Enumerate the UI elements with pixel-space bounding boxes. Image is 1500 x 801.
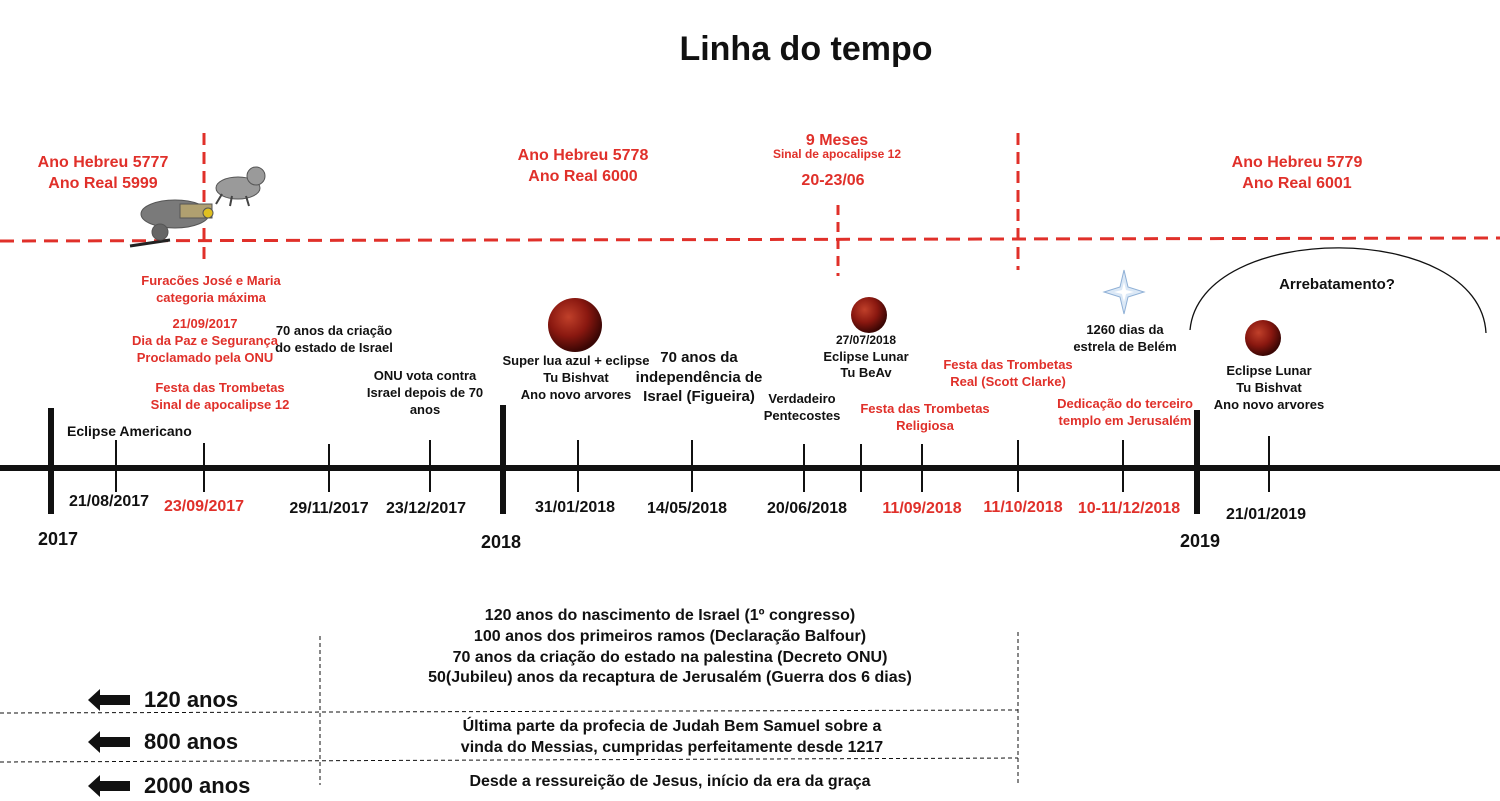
page-title: Linha do tempo bbox=[679, 30, 933, 68]
year-label-2019: 2019 bbox=[1179, 531, 1221, 551]
event-super-lua: Super lua azul + eclipse Tu Bishvat Ano novo arvores bbox=[502, 353, 650, 402]
date-11-09-2018: 11/09/2018 bbox=[882, 500, 962, 517]
star-of-bethlehem-icon bbox=[1104, 270, 1144, 314]
nine-months-title: 9 Meses bbox=[805, 132, 869, 149]
event-furacoes: Furacões José e Maria categoria máxima bbox=[141, 273, 281, 305]
year-label-2018: 2018 bbox=[480, 532, 522, 552]
event-onu-vota: ONU vota contra Israel depois de 70 anos bbox=[366, 368, 484, 417]
nine-months-dates: 20-23/06 bbox=[801, 172, 865, 189]
blood-moon-2018-01 bbox=[548, 298, 602, 352]
event-eclipse-2019: Eclipse Lunar Tu Bishvat Ano novo arvores bbox=[1213, 363, 1325, 412]
event-estrela-belem: 1260 dias da estrela de Belém bbox=[1073, 322, 1177, 354]
hebrew-year-5779: Ano Hebreu 5779 Ano Real 6001 bbox=[1231, 154, 1363, 192]
row-120-anos-label: 120 anos bbox=[98, 686, 238, 715]
hebrew-year-5778: Ano Hebreu 5778 Ano Real 6000 bbox=[517, 147, 649, 185]
hebrew-year-divider-line bbox=[0, 238, 1500, 241]
date-23-12-2017: 23/12/2017 bbox=[385, 500, 467, 517]
date-21-01-2019: 21/01/2019 bbox=[1225, 506, 1307, 523]
tick-marks bbox=[116, 436, 1269, 492]
row-800-anos-label: 800 anos bbox=[98, 728, 238, 757]
year-label-2017: 2017 bbox=[37, 529, 79, 549]
event-paz-seguranca: 21/09/2017 Dia da Paz e Segurança Proclamado pela ONU bbox=[132, 316, 278, 365]
date-14-05-2018: 14/05/2018 bbox=[646, 500, 728, 517]
event-arrebatamento: Arrebatamento? bbox=[1279, 276, 1395, 293]
date-10-12-2018: 10-11/12/2018 bbox=[1077, 500, 1181, 517]
date-23-09-2017: 23/09/2017 bbox=[163, 498, 245, 515]
row-2000-anos-label: 2000 anos bbox=[98, 772, 250, 801]
row-800-anos-text: Última parte da profecia de Judah Bem Samuel sobre a vinda do Messias, cumpridas perfeitamente desde 1217 bbox=[460, 718, 884, 756]
event-israel-70: 70 anos da criação do estado de Israel bbox=[275, 323, 393, 355]
left-arrow-icon bbox=[98, 695, 130, 705]
date-11-10-2018: 11/10/2018 bbox=[983, 499, 1063, 516]
date-20-06-2018: 20/06/2018 bbox=[766, 500, 848, 517]
left-arrow-icon bbox=[98, 737, 130, 747]
date-21-08-2017: 21/08/2017 bbox=[68, 493, 150, 510]
event-festa-trombetas-2017: Festa das Trombetas Sinal de apocalipse 12 bbox=[150, 380, 290, 412]
event-trombetas-religiosa: Festa das Trombetas Religiosa bbox=[860, 401, 990, 433]
blood-moon-2019-01 bbox=[1245, 320, 1281, 356]
event-eclipse-americano: Eclipse Americano bbox=[67, 423, 192, 439]
blood-moon-2018-07 bbox=[851, 297, 887, 333]
row-2000-anos-text: Desde a ressureição de Jesus, início da era da graça bbox=[469, 773, 871, 790]
event-eclipse-beav: 27/07/2018 Eclipse Lunar Tu BeAv bbox=[823, 333, 909, 381]
date-31-01-2018: 31/01/2018 bbox=[534, 499, 616, 516]
row-120-anos-text: 120 anos do nascimento de Israel (1º congresso) 100 anos dos primeiros ramos (Declaração Balfour) 70 anos da criação do estado na palestina (Decreto ONU) 50(Jubileu) anos da recaptura de Jerusalém (Guerra dos 6 dias) bbox=[428, 607, 912, 687]
hebrew-year-5777: Ano Hebreu 5777 Ano Real 5999 bbox=[37, 154, 169, 192]
left-arrow-icon bbox=[98, 781, 130, 791]
event-pentecostes: Verdadeiro Pentecostes bbox=[763, 391, 841, 423]
nine-months-subtitle: Sinal de apocalipse 12 bbox=[772, 147, 902, 161]
date-29-11-2017: 29/11/2017 bbox=[289, 500, 369, 517]
event-independencia: 70 anos da independência de Israel (Figueira) bbox=[635, 349, 763, 405]
event-dedicacao-templo: Dedicação do terceiro templo em Jerusalém bbox=[1057, 396, 1193, 428]
event-trombetas-real: Festa das Trombetas Real (Scott Clarke) bbox=[943, 357, 1073, 389]
